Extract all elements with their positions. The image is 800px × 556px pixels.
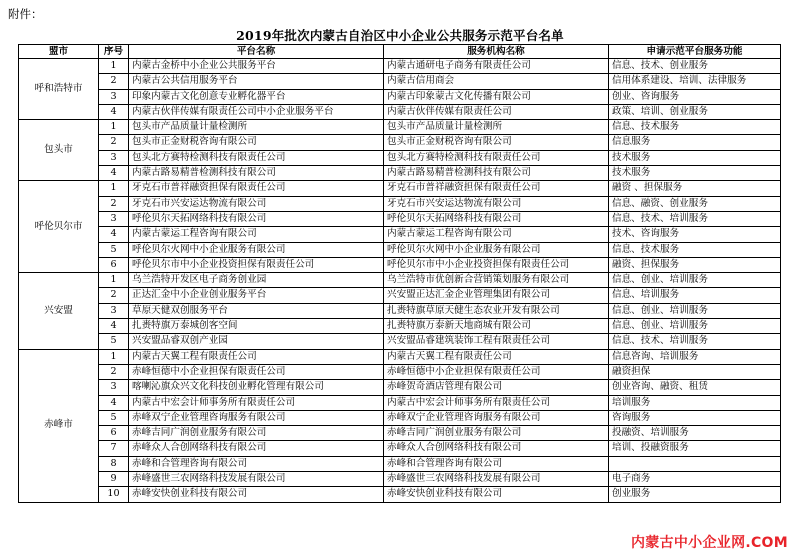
platform-name-cell: 牙克石市兴安运达物流有限公司	[129, 196, 384, 211]
row-number-cell: 10	[99, 487, 129, 502]
table-row	[19, 74, 781, 89]
organization-name-cell: 赤峰众人合创网络科技有限公司	[384, 441, 609, 456]
platform-name-cell: 包头北方赛特检测科技有限责任公司	[129, 150, 384, 165]
service-function-cell: 信息、技术、培训服务	[609, 211, 781, 226]
service-function-cell: 融资担保	[609, 364, 781, 379]
row-number-cell: 2	[99, 74, 129, 89]
row-number-cell: 8	[99, 456, 129, 471]
platform-name-cell: 内蒙古公共信用服务平台	[129, 74, 384, 89]
table-row	[19, 288, 781, 303]
service-function-cell: 信息服务	[609, 135, 781, 150]
row-number-cell: 3	[99, 89, 129, 104]
platform-name-cell: 赤峰恒德中小企业担保有限责任公司	[129, 364, 384, 379]
table-row	[19, 89, 781, 104]
row-number-cell: 3	[99, 211, 129, 226]
platform-name-cell: 内蒙古伙伴传媒有限责任公司中小企业服务平台	[129, 104, 384, 119]
row-number-cell: 1	[99, 59, 129, 74]
table-row	[19, 349, 781, 364]
table-row	[19, 135, 781, 150]
organization-name-cell: 扎赉特旗万泰新天地商城有限公司	[384, 319, 609, 334]
row-number-cell: 4	[99, 166, 129, 181]
row-number-cell: 5	[99, 410, 129, 425]
row-number-cell: 2	[99, 288, 129, 303]
service-function-cell: 信息、创业、培训服务	[609, 303, 781, 318]
organization-name-cell: 赤峰安快创业科技有限公司	[384, 487, 609, 502]
table-row	[19, 227, 781, 242]
table-row	[19, 104, 781, 119]
organization-name-cell: 赤峰和合管理咨询有限公司	[384, 456, 609, 471]
platform-name-cell: 兴安盟品睿双创产业园	[129, 334, 384, 349]
organization-name-cell: 内蒙古印象蒙古文化传播有限公司	[384, 89, 609, 104]
row-number-cell: 1	[99, 273, 129, 288]
service-function-cell: 信息、培训服务	[609, 288, 781, 303]
city-cell: 包头市	[19, 120, 99, 181]
row-number-cell: 3	[99, 150, 129, 165]
table-row	[19, 273, 781, 288]
service-function-cell: 培训服务	[609, 395, 781, 410]
service-function-cell: 技术服务	[609, 166, 781, 181]
platform-name-cell: 内蒙古中宏会计师事务所有限责任公司	[129, 395, 384, 410]
platform-name-cell: 内蒙古金桥中小企业公共服务平台	[129, 59, 384, 74]
organization-name-cell: 赤峰双宁企业管理咨询服务有限公司	[384, 410, 609, 425]
service-function-cell: 电子商务	[609, 472, 781, 487]
table-row	[19, 211, 781, 226]
table-row	[19, 166, 781, 181]
row-number-cell: 4	[99, 104, 129, 119]
platform-name-cell: 赤峰众人合创网络科技有限公司	[129, 441, 384, 456]
table-row	[19, 319, 781, 334]
table-row	[19, 150, 781, 165]
organization-name-cell: 扎赉特旗草原天健生态农业开发有限公司	[384, 303, 609, 318]
row-number-cell: 2	[99, 196, 129, 211]
row-number-cell: 4	[99, 319, 129, 334]
platform-name-cell: 赤峰盛世三农网络科技发展有限公司	[129, 472, 384, 487]
platform-name-cell: 赤峰双宁企业管理咨询服务有限公司	[129, 410, 384, 425]
row-number-cell: 3	[99, 303, 129, 318]
table-row	[19, 334, 781, 349]
table-row	[19, 487, 781, 502]
service-function-cell: 创业、咨询服务	[609, 89, 781, 104]
service-function-cell: 信息、融资、创业服务	[609, 196, 781, 211]
table-row	[19, 395, 781, 410]
platform-list-table	[18, 44, 781, 503]
service-function-cell: 政策、培训、创业服务	[609, 104, 781, 119]
row-number-cell: 1	[99, 349, 129, 364]
table-row	[19, 380, 781, 395]
table-row	[19, 196, 781, 211]
row-number-cell: 5	[99, 334, 129, 349]
service-function-cell: 咨询服务	[609, 410, 781, 425]
service-function-cell: 技术服务	[609, 150, 781, 165]
header-service-function: 申请示范平台服务功能	[609, 45, 781, 59]
organization-name-cell: 内蒙古天翼工程有限责任公司	[384, 349, 609, 364]
header-platform-name: 平台名称	[129, 45, 384, 59]
organization-name-cell: 赤峰吉同广润创业服务有限公司	[384, 426, 609, 441]
organization-name-cell: 赤峰恒德中小企业担保有限责任公司	[384, 364, 609, 379]
row-number-cell: 4	[99, 227, 129, 242]
service-function-cell: 信息咨询、培训服务	[609, 349, 781, 364]
table-row	[19, 426, 781, 441]
city-cell: 呼和浩特市	[19, 59, 99, 120]
organization-name-cell: 呼伦贝尔火网中小企业服务有限公司	[384, 242, 609, 257]
platform-name-cell: 包头市产品质量计量检测所	[129, 120, 384, 135]
organization-name-cell: 牙克石市兴安运达物流有限公司	[384, 196, 609, 211]
platform-name-cell: 呼伦贝尔天拓网络科技有限公司	[129, 211, 384, 226]
organization-name-cell: 内蒙古信用商会	[384, 74, 609, 89]
platform-name-cell: 赤峰安快创业科技有限公司	[129, 487, 384, 502]
header-number: 序号	[99, 45, 129, 59]
row-number-cell: 7	[99, 441, 129, 456]
service-function-cell: 信息、技术、创业服务	[609, 59, 781, 74]
service-function-cell: 投融资、培训服务	[609, 426, 781, 441]
site-watermark-logo: 内蒙古中小企业网.COM	[630, 535, 788, 551]
organization-name-cell: 包头市正金财税咨询有限公司	[384, 135, 609, 150]
table-row	[19, 303, 781, 318]
table-row	[19, 441, 781, 456]
city-cell: 赤峰市	[19, 349, 99, 502]
service-function-cell	[609, 456, 781, 471]
header-organization-name: 服务机构名称	[384, 45, 609, 59]
row-number-cell: 2	[99, 364, 129, 379]
platform-name-cell: 正达汇金中小企业创业服务平台	[129, 288, 384, 303]
organization-name-cell: 乌兰浩特市优创新合营销策划服务有限公司	[384, 273, 609, 288]
row-number-cell: 2	[99, 135, 129, 150]
row-number-cell: 5	[99, 242, 129, 257]
service-function-cell: 信息、技术服务	[609, 242, 781, 257]
service-function-cell: 信用体系建设、培训、法律服务	[609, 74, 781, 89]
platform-name-cell: 赤峰和合管理咨询有限公司	[129, 456, 384, 471]
service-function-cell: 融资 、担保服务	[609, 181, 781, 196]
row-number-cell: 1	[99, 120, 129, 135]
organization-name-cell: 兴安盟品睿建筑装饰工程有限责任公司	[384, 334, 609, 349]
organization-name-cell: 包头市产品质量计量检测所	[384, 120, 609, 135]
platform-name-cell: 喀喇沁旗众兴文化科技创业孵化管理有限公司	[129, 380, 384, 395]
service-function-cell: 培训、投融资服务	[609, 441, 781, 456]
table-row	[19, 257, 781, 272]
platform-name-cell: 呼伦贝尔市中小企业投资担保有限责任公司	[129, 257, 384, 272]
platform-name-cell: 内蒙古路易精普检测科技有限公司	[129, 166, 384, 181]
table-row	[19, 59, 781, 74]
service-function-cell: 创业服务	[609, 487, 781, 502]
attachment-label: 附件：	[8, 7, 43, 21]
row-number-cell: 4	[99, 395, 129, 410]
table-row	[19, 120, 781, 135]
service-function-cell: 信息、创业、培训服务	[609, 319, 781, 334]
row-number-cell: 6	[99, 257, 129, 272]
header-city: 盟市	[19, 45, 99, 59]
platform-name-cell: 印象内蒙古文化创意专业孵化器平台	[129, 89, 384, 104]
row-number-cell: 9	[99, 472, 129, 487]
service-function-cell: 技术、咨询服务	[609, 227, 781, 242]
platform-name-cell: 牙克石市普祥融资担保有限责任公司	[129, 181, 384, 196]
table-body	[19, 59, 781, 503]
platform-name-cell: 内蒙古蒙运工程咨询有限公司	[129, 227, 384, 242]
table-row	[19, 181, 781, 196]
service-function-cell: 融资、担保服务	[609, 257, 781, 272]
organization-name-cell: 呼伦贝尔天拓网络科技有限公司	[384, 211, 609, 226]
service-function-cell: 信息、技术服务	[609, 120, 781, 135]
organization-name-cell: 呼伦贝尔市中小企业投资担保有限责任公司	[384, 257, 609, 272]
row-number-cell: 6	[99, 426, 129, 441]
document-title: 2019年批次内蒙古自治区中小企业公共服务示范平台名单	[236, 28, 564, 43]
city-cell: 兴安盟	[19, 273, 99, 349]
table-row	[19, 472, 781, 487]
organization-name-cell: 内蒙古伙伴传媒有限责任公司	[384, 104, 609, 119]
city-cell: 呼伦贝尔市	[19, 181, 99, 273]
platform-name-cell: 呼伦贝尔火网中小企业服务有限公司	[129, 242, 384, 257]
platform-name-cell: 草原天健双创服务平台	[129, 303, 384, 318]
service-function-cell: 创业咨询、融资、租赁	[609, 380, 781, 395]
table-row	[19, 242, 781, 257]
platform-name-cell: 内蒙古天翼工程有限责任公司	[129, 349, 384, 364]
organization-name-cell: 包头北方赛特检测科技有限责任公司	[384, 150, 609, 165]
organization-name-cell: 内蒙古路易精普检测科技有限公司	[384, 166, 609, 181]
organization-name-cell: 赤峰盛世三农网络科技发展有限公司	[384, 472, 609, 487]
organization-name-cell: 内蒙古蒙运工程咨询有限公司	[384, 227, 609, 242]
platform-name-cell: 乌兰浩特开发区电子商务创业园	[129, 273, 384, 288]
organization-name-cell: 内蒙古通研电子商务有限责任公司	[384, 59, 609, 74]
organization-name-cell: 牙克石市普祥融资担保有限责任公司	[384, 181, 609, 196]
service-function-cell: 信息、技术、培训服务	[609, 334, 781, 349]
table-row	[19, 410, 781, 425]
table-row	[19, 456, 781, 471]
platform-name-cell: 赤峰吉同广润创业服务有限公司	[129, 426, 384, 441]
platform-name-cell: 包头市正金财税咨询有限公司	[129, 135, 384, 150]
platform-name-cell: 扎赉特旗万泰城创客空间	[129, 319, 384, 334]
organization-name-cell: 赤峰贺奇酒店管理有限公司	[384, 380, 609, 395]
table-row	[19, 364, 781, 379]
organization-name-cell: 内蒙古中宏会计师事务所有限责任公司	[384, 395, 609, 410]
row-number-cell: 3	[99, 380, 129, 395]
row-number-cell: 1	[99, 181, 129, 196]
table-header-row	[19, 45, 781, 59]
organization-name-cell: 兴安盟正达汇金企业管理集团有限公司	[384, 288, 609, 303]
service-function-cell: 信息、创业、培训服务	[609, 273, 781, 288]
